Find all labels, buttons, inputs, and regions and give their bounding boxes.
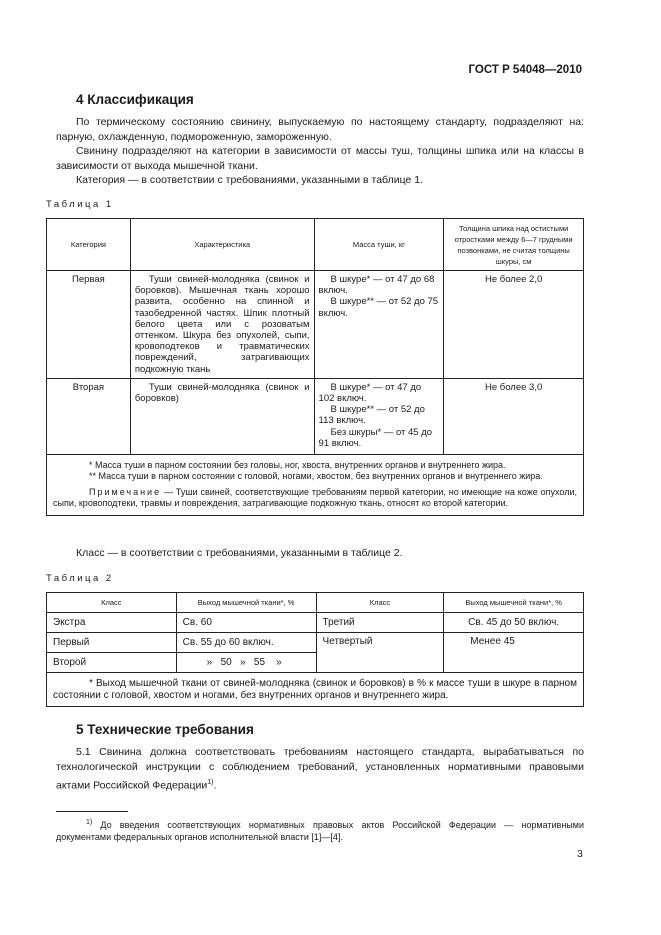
footnote-mark: 1) [86, 819, 93, 826]
mass-value: В шкуре** — от 52 до 113 включ. [318, 404, 425, 427]
table-2-label: Таблица 2 [46, 573, 114, 584]
table-cell-yield: » 50 » 55 » [176, 653, 316, 673]
footnote [56, 817, 584, 843]
mass-value: Без шкуры* — от 45 до 91 включ. [318, 426, 433, 449]
table-cell-thickness: Не более 3,0 [444, 378, 584, 454]
table-cell-category: Вторая [47, 378, 131, 454]
class-paragraph: Класс — в соответствии с требованиями, указанными в таблице 2. [76, 547, 403, 559]
table-cell-mass [314, 378, 444, 454]
table-cell-yield: Св. 55 до 60 включ. [176, 633, 316, 653]
table-1-header-characteristic: Характеристика [130, 219, 314, 271]
note-2: ** Масса туши в парном состоянии с головой, ногами, хвостом, без внутренних органов и внутреннего жира. [89, 471, 543, 482]
standard-code: ГОСТ Р 54048—2010 [468, 64, 582, 76]
table-cell-class: Первый [47, 633, 177, 653]
table-cell-thickness: Не более 2,0 [444, 271, 584, 379]
remark-label: Примечание [89, 487, 162, 498]
table-cell-yield: Св. 60 [176, 613, 316, 633]
mass-value: В шкуре* — от 47 до 68 включ. [318, 274, 435, 297]
table-cell-category: Первая [47, 271, 131, 379]
table-cell-class: Экстра [47, 613, 177, 633]
table-row [47, 378, 584, 454]
table-cell-description: Туши свиней-молодняка (свинок и боровков) [130, 378, 314, 454]
table-cell-yield: Менее 45 [444, 633, 584, 673]
table-2-note-text: * Выход мышечной ткани от свиней-молодняка (свинок и боровков) в % к массе туши в шкуре в парном состоянии с головой, хвостом и ногами, без внутренних органов и внутреннего жира. [53, 678, 577, 701]
section-5-title: 5 Технические требования [76, 722, 254, 737]
mass-value: В шкуре* — от 47 до 102 включ. [318, 381, 422, 405]
table-1-label: Таблица 1 [46, 199, 114, 210]
table-cell-class: Второй [47, 653, 177, 673]
section-4-paragraph-2: Свинину подразделяют на категории в зависимости от массы туш, толщины шпика или на классы в зависимости от выхода мышечной ткани. [56, 145, 584, 172]
section-4-paragraph-3: Категория — в соответствии с требованиями, указанными в таблице 1. [76, 174, 423, 186]
section-5-paragraph-text: 5.1 Свинина должна соответствовать требованиям настоящего стандарта, вырабатываться по технологической инструкции с соблюдением требований, установленных нормативными правовыми актами Российской Федерации [56, 746, 584, 792]
section-4-title: 4 Классификация [76, 92, 194, 107]
table-1 [46, 218, 584, 516]
table-cell-yield: Св. 45 до 50 включ. [444, 613, 584, 633]
remark [53, 487, 577, 509]
page-number: 3 [577, 848, 583, 860]
table-2-header-class-2: Класс [316, 593, 444, 613]
section-4-paragraph-1: По термическому состоянию свинину, выпускаемую по настоящему стандарту, подразделяют на: парную, охлажденную, подмороженную, замороженную. [56, 116, 584, 143]
footnote-text: До введения соответствующих нормативных правовых актов Российской Федерации — нормативными документами федеральных органов исполнительной власти [1]—[4]. [56, 820, 584, 842]
table-2 [46, 592, 584, 707]
table-2-note [47, 673, 584, 707]
table-cell-class: Третий [316, 613, 444, 633]
table-row [47, 613, 584, 633]
table-1-header-mass: Масса туши, кг [314, 219, 444, 271]
paragraph-end: . [213, 779, 217, 792]
table-1-header-thickness: Толщина шпика над остистыми отростками между 6—7 грудными позвонками, не считая толщины шкуры, см [444, 219, 584, 271]
note-1: * Масса туши в парном состоянии без головы, ног, хвоста, внутренних органов и внутреннего жира. [89, 459, 506, 470]
table-cell-class: Четвертый [316, 633, 444, 673]
footnote-divider [56, 811, 128, 812]
table-1-notes [47, 454, 584, 515]
table-1-header-category: Категория [47, 219, 131, 271]
table-2-header-yield: Выход мышечной ткани*, % [176, 593, 316, 613]
mass-value: В шкуре** — от 52 до 75 включ. [318, 296, 439, 319]
footnote-ref[interactable]: 1) [207, 779, 214, 786]
section-5-paragraph-1 [56, 745, 584, 794]
table-row [47, 633, 584, 653]
table-row [47, 271, 584, 379]
remark-text: — Туши свиней, соответствующие требованиям первой категории, но имеющие на коже опухоли, сыпи, кровоподтеки, травмы и повреждения, затрагивающие подкожную ткань, относят ко второй категории. [53, 487, 577, 509]
table-cell-description: Туши свиней-молодняка (свинок и боровков). Мышечная ткань хорошо развита, особенно на спинной и тазобедренной частях. Шпик плотный белого цвета или с розоватым оттенком. Шкура без опухолей, сыпи, кровоподтеков и травматических повреждений, затрагивающих подкожную ткань [130, 271, 314, 379]
table-cell-mass [314, 271, 444, 379]
table-2-header-yield-2: Выход мышечной ткани*, % [444, 593, 584, 613]
table-2-header-class: Класс [47, 593, 177, 613]
